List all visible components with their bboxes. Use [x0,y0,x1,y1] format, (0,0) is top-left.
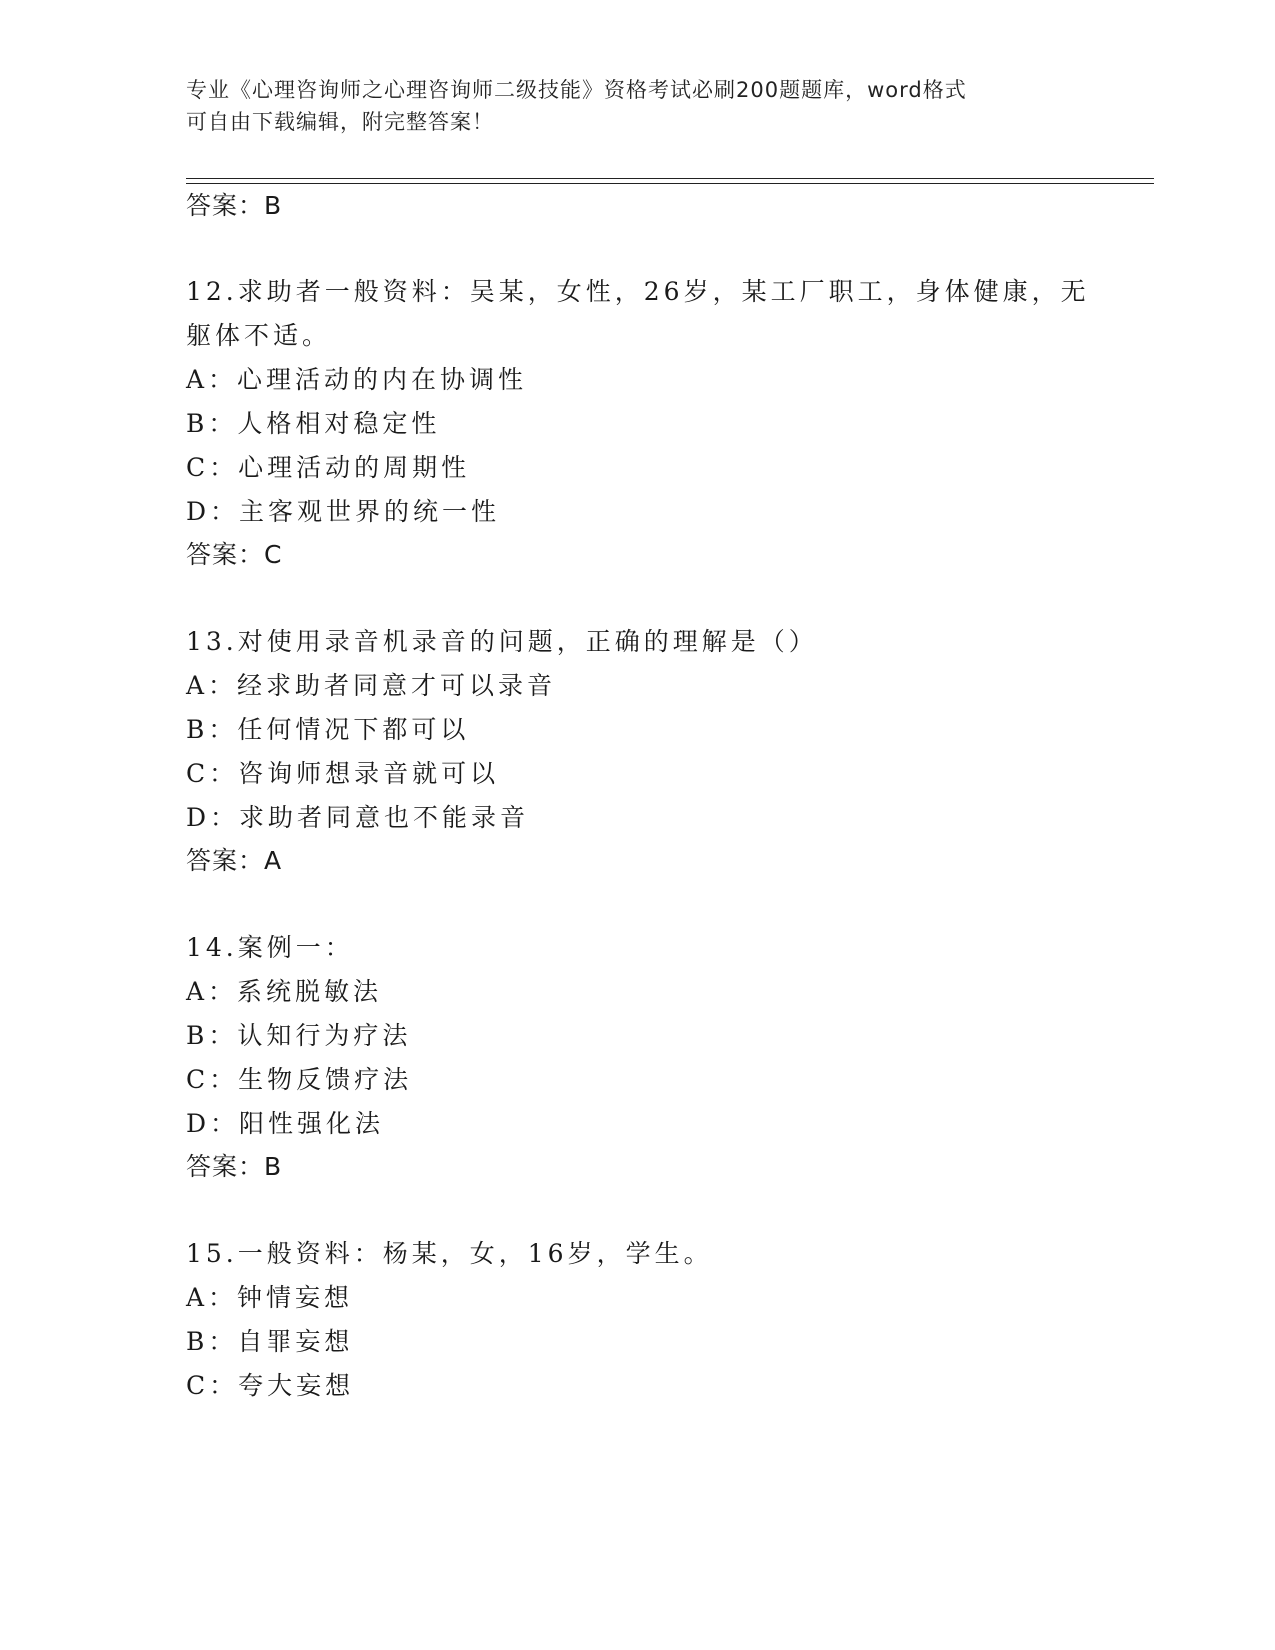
q13-option-b: B：任何情况下都可以 [186,715,470,744]
q12-option-c: C：心理活动的周期性 [186,453,471,482]
q12-stem-line-2: 躯体不适。 [186,321,332,350]
q15-option-b: B：自罪妄想 [186,1327,354,1356]
q15-option-a: A：钟情妄想 [186,1283,354,1312]
document-header [186,74,1066,138]
q14-stem-line-1: 14.案例一： [186,933,354,962]
answer-previous: 答案：B [186,191,283,220]
q13-option-c: C：咨询师想录音就可以 [186,759,500,788]
q14-option-c: C：生物反馈疗法 [186,1065,413,1094]
q15-option-c: C：夸大妄想 [186,1371,355,1400]
q12-option-d: D：主客观世界的统一性 [186,497,501,526]
q12-option-a: A：心理活动的内在协调性 [186,365,528,394]
q13-option-a: A：经求助者同意才可以录音 [186,671,557,700]
header-title-line-2: 可自由下载编辑，附完整答案！ [186,110,494,134]
q14-answer: 答案：B [186,1152,283,1181]
header-divider-bottom [186,183,1154,184]
q14-option-d: D：阳性强化法 [186,1109,385,1138]
q14-option-b: B：认知行为疗法 [186,1021,412,1050]
q13-answer: 答案：A [186,846,283,875]
header-divider-top [186,178,1154,179]
q13-option-d: D：求助者同意也不能录音 [186,803,530,832]
q14-option-a: A：系统脱敏法 [186,977,383,1006]
q12-stem-line-1: 12.求助者一般资料：吴某，女性，26岁，某工厂职工，身体健康，无 [186,277,1090,306]
header-title-line-1: 专业《心理咨询师之心理咨询师二级技能》资格考试必刷200题题库，word格式 [186,78,967,102]
q12-answer: 答案：C [186,540,283,569]
q13-stem-line-1: 13.对使用录音机录音的问题，正确的理解是（） [186,627,818,656]
q15-stem-line-1: 15.一般资料：杨某，女，16岁，学生。 [186,1239,713,1268]
q12-option-b: B：人格相对稳定性 [186,409,441,438]
